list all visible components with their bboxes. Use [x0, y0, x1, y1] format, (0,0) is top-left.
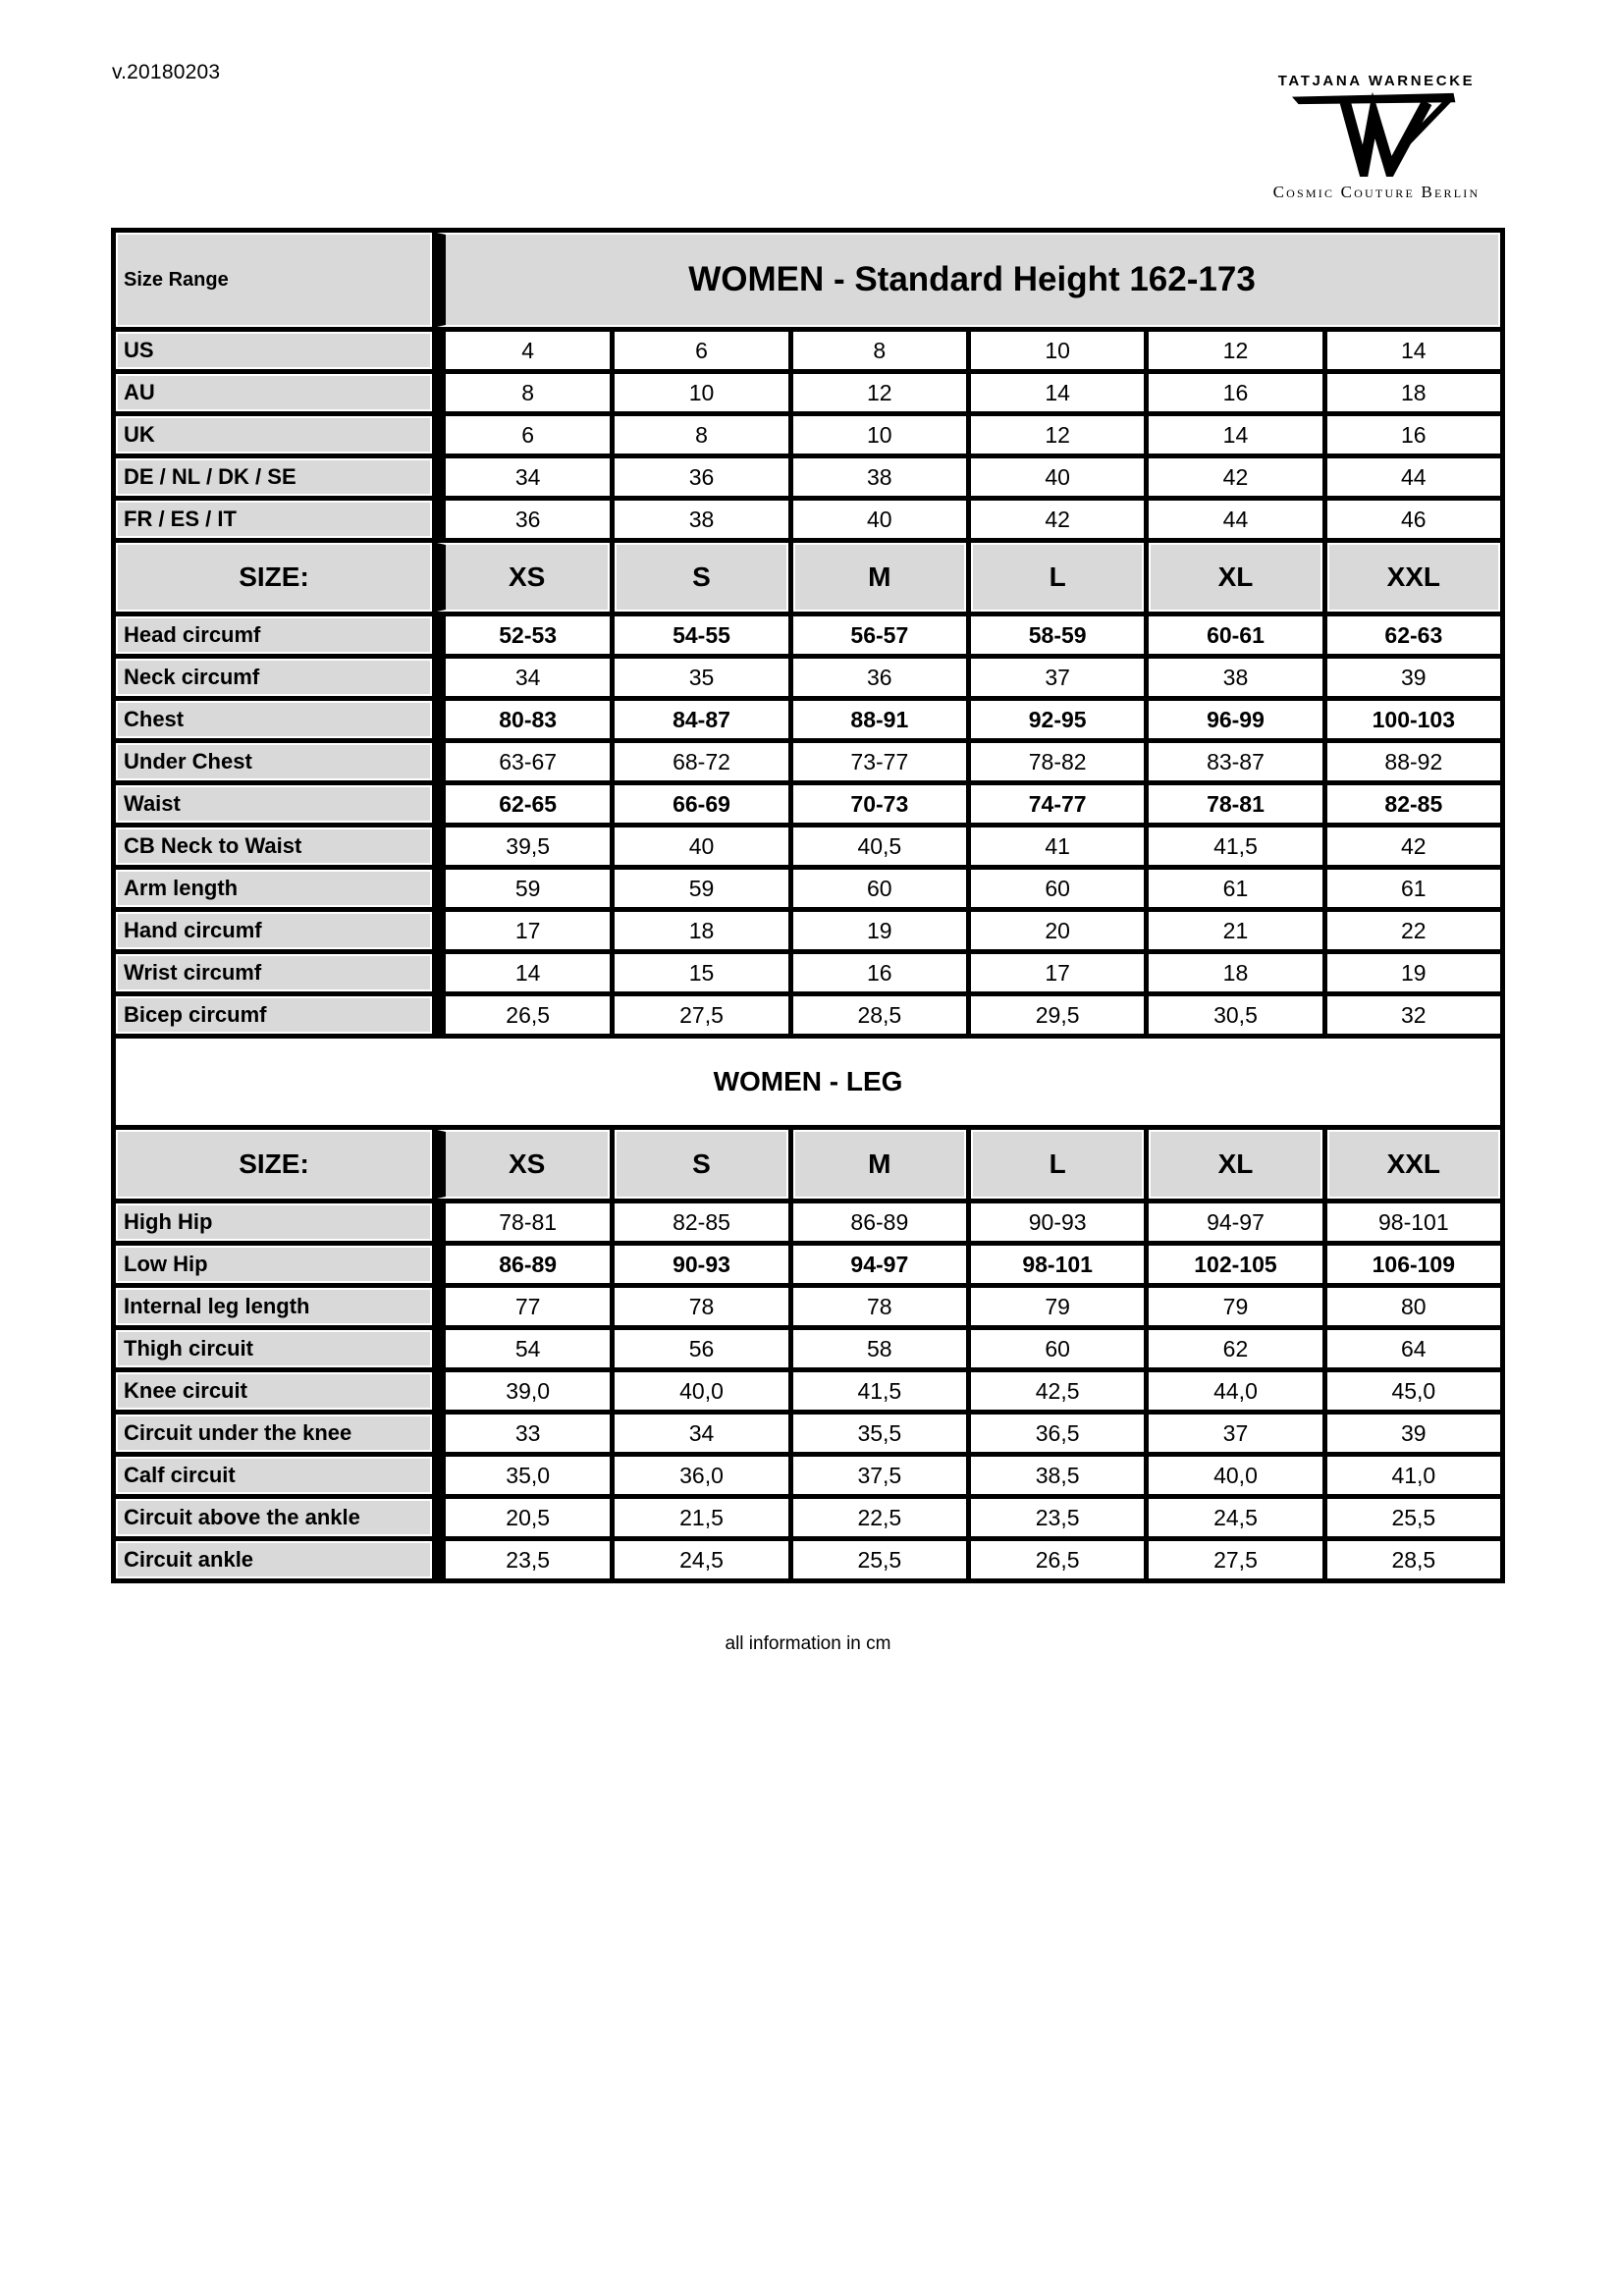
value-cell: 100-103 [1327, 701, 1500, 738]
measurement-row [116, 870, 1500, 907]
value-cell: 16 [1327, 416, 1500, 454]
leg-section-band [116, 1039, 1500, 1125]
value-cell: 18 [1327, 374, 1500, 411]
value-cell: 82-85 [1327, 785, 1500, 823]
value-cell: 22 [1327, 912, 1500, 949]
value-cell: 39 [1327, 1415, 1500, 1452]
value-cell: 98-101 [971, 1246, 1144, 1283]
measurement-row [116, 912, 1500, 949]
value-cell: 21,5 [615, 1499, 787, 1536]
value-cell: 78-81 [1149, 785, 1321, 823]
value-cell: 38 [615, 501, 787, 538]
measurement-row [116, 1541, 1500, 1578]
row-label: Low Hip [116, 1246, 432, 1283]
size-cell: XXL [1327, 543, 1500, 612]
value-cell: 44 [1149, 501, 1321, 538]
row-label: Circuit ankle [116, 1541, 432, 1578]
row-label: Internal leg length [116, 1288, 432, 1325]
value-cell: 39 [1327, 659, 1500, 696]
measurement-row [116, 1415, 1500, 1452]
row-label: UK [116, 416, 432, 454]
value-cell: 12 [971, 416, 1144, 454]
value-cell: 88-91 [793, 701, 966, 738]
value-cell: 35,0 [437, 1457, 610, 1494]
value-cell: 80-83 [437, 701, 610, 738]
value-cell: 46 [1327, 501, 1500, 538]
row-label: Arm length [116, 870, 432, 907]
measurement-row [116, 1372, 1500, 1410]
value-cell: 25,5 [793, 1541, 966, 1578]
leg-size-header-section [116, 1130, 1500, 1199]
value-cell: 19 [793, 912, 966, 949]
size-label: SIZE: [116, 1130, 432, 1199]
row-label: Waist [116, 785, 432, 823]
conversion-row [116, 501, 1500, 538]
size-cell: M [793, 1130, 966, 1199]
value-cell: 63-67 [437, 743, 610, 780]
value-cell: 36 [437, 501, 610, 538]
size-cell: L [971, 1130, 1144, 1199]
value-cell: 58 [793, 1330, 966, 1367]
leg-section-title: WOMEN - LEG [116, 1039, 1500, 1125]
value-cell: 83-87 [1149, 743, 1321, 780]
value-cell: 88-92 [1327, 743, 1500, 780]
value-cell: 60 [971, 1330, 1144, 1367]
value-cell: 38 [1149, 659, 1321, 696]
row-label: Wrist circumf [116, 954, 432, 991]
value-cell: 14 [1327, 332, 1500, 369]
row-label: FR / ES / IT [116, 501, 432, 538]
value-cell: 42 [1327, 828, 1500, 865]
row-label: Calf circuit [116, 1457, 432, 1494]
size-range-label: Size Range [116, 233, 432, 327]
value-cell: 70-73 [793, 785, 966, 823]
value-cell: 78-81 [437, 1203, 610, 1241]
value-cell: 10 [615, 374, 787, 411]
leg-measurement-section [116, 1203, 1500, 1578]
value-cell: 37,5 [793, 1457, 966, 1494]
size-cell: XL [1149, 543, 1321, 612]
measurement-row [116, 996, 1500, 1034]
value-cell: 40 [615, 828, 787, 865]
row-label: Chest [116, 701, 432, 738]
value-cell: 27,5 [615, 996, 787, 1034]
size-cell: XXL [1327, 1130, 1500, 1199]
value-cell: 62-65 [437, 785, 610, 823]
conversion-row [116, 458, 1500, 496]
value-cell: 18 [615, 912, 787, 949]
row-label: Circuit above the ankle [116, 1499, 432, 1536]
value-cell: 12 [1149, 332, 1321, 369]
value-cell: 26,5 [971, 1541, 1144, 1578]
value-cell: 64 [1327, 1330, 1500, 1367]
value-cell: 24,5 [615, 1541, 787, 1578]
value-cell: 54-55 [615, 616, 787, 654]
row-label: Thigh circuit [116, 1330, 432, 1367]
value-cell: 41,5 [1149, 828, 1321, 865]
value-cell: 62 [1149, 1330, 1321, 1367]
value-cell: 96-99 [1149, 701, 1321, 738]
row-label: Bicep circumf [116, 996, 432, 1034]
value-cell: 6 [615, 332, 787, 369]
value-cell: 17 [437, 912, 610, 949]
value-cell: 14 [971, 374, 1144, 411]
value-cell: 39,5 [437, 828, 610, 865]
value-cell: 60 [793, 870, 966, 907]
value-cell: 29,5 [971, 996, 1144, 1034]
value-cell: 40,5 [793, 828, 966, 865]
value-cell: 34 [437, 458, 610, 496]
value-cell: 27,5 [1149, 1541, 1321, 1578]
value-cell: 15 [615, 954, 787, 991]
value-cell: 22,5 [793, 1499, 966, 1536]
measurement-row [116, 1330, 1500, 1367]
value-cell: 60 [971, 870, 1144, 907]
value-cell: 18 [1149, 954, 1321, 991]
value-cell: 36,0 [615, 1457, 787, 1494]
value-cell: 38 [793, 458, 966, 496]
measurement-row [116, 616, 1500, 654]
value-cell: 42 [1149, 458, 1321, 496]
table-title: WOMEN - Standard Height 162-173 [437, 233, 1500, 327]
value-cell: 74-77 [971, 785, 1144, 823]
value-cell: 8 [793, 332, 966, 369]
value-cell: 66-69 [615, 785, 787, 823]
value-cell: 82-85 [615, 1203, 787, 1241]
footer-note: all information in cm [725, 1633, 891, 1654]
value-cell: 41 [971, 828, 1144, 865]
size-cell: S [615, 1130, 787, 1199]
size-header-row-leg [116, 1130, 1500, 1199]
size-cell: XL [1149, 1130, 1321, 1199]
value-cell: 78-82 [971, 743, 1144, 780]
brand-name: TATJANA WARNECKE [1277, 73, 1476, 89]
value-cell: 84-87 [615, 701, 787, 738]
value-cell: 19 [1327, 954, 1500, 991]
row-label: AU [116, 374, 432, 411]
value-cell: 80 [1327, 1288, 1500, 1325]
value-cell: 38,5 [971, 1457, 1144, 1494]
value-cell: 35 [615, 659, 787, 696]
value-cell: 79 [1149, 1288, 1321, 1325]
value-cell: 24,5 [1149, 1499, 1321, 1536]
value-cell: 98-101 [1327, 1203, 1500, 1241]
value-cell: 14 [437, 954, 610, 991]
value-cell: 45,0 [1327, 1372, 1500, 1410]
value-cell: 16 [793, 954, 966, 991]
chart-header-section [116, 233, 1500, 327]
version-text: v.20180203 [112, 61, 221, 83]
measurement-row [116, 828, 1500, 865]
size-cell: XS [437, 1130, 610, 1199]
value-cell: 106-109 [1327, 1246, 1500, 1283]
value-cell: 10 [793, 416, 966, 454]
value-cell: 33 [437, 1415, 610, 1452]
value-cell: 79 [971, 1288, 1144, 1325]
value-cell: 40,0 [615, 1372, 787, 1410]
value-cell: 42 [971, 501, 1144, 538]
row-label: CB Neck to Waist [116, 828, 432, 865]
value-cell: 73-77 [793, 743, 966, 780]
value-cell: 21 [1149, 912, 1321, 949]
row-label: Under Chest [116, 743, 432, 780]
value-cell: 35,5 [793, 1415, 966, 1452]
body-measurement-section [116, 616, 1500, 1034]
value-cell: 39,0 [437, 1372, 610, 1410]
value-cell: 34 [615, 1415, 787, 1452]
value-cell: 40 [971, 458, 1144, 496]
size-chart-table [111, 228, 1505, 1583]
measurement-row [116, 1499, 1500, 1536]
measurement-row [116, 1457, 1500, 1494]
row-label: High Hip [116, 1203, 432, 1241]
value-cell: 8 [437, 374, 610, 411]
value-cell: 10 [971, 332, 1144, 369]
conversion-rows-section [116, 332, 1500, 538]
value-cell: 17 [971, 954, 1144, 991]
value-cell: 92-95 [971, 701, 1144, 738]
value-cell: 36 [793, 659, 966, 696]
value-cell: 25,5 [1327, 1499, 1500, 1536]
row-label: Head circumf [116, 616, 432, 654]
conversion-row [116, 332, 1500, 369]
row-label: Hand circumf [116, 912, 432, 949]
measurement-row [116, 1246, 1500, 1283]
value-cell: 28,5 [1327, 1541, 1500, 1578]
value-cell: 61 [1149, 870, 1321, 907]
value-cell: 94-97 [1149, 1203, 1321, 1241]
value-cell: 54 [437, 1330, 610, 1367]
measurement-row [116, 659, 1500, 696]
value-cell: 14 [1149, 416, 1321, 454]
value-cell: 90-93 [615, 1246, 787, 1283]
value-cell: 40 [793, 501, 966, 538]
value-cell: 44 [1327, 458, 1500, 496]
value-cell: 44,0 [1149, 1372, 1321, 1410]
value-cell: 16 [1149, 374, 1321, 411]
row-label: DE / NL / DK / SE [116, 458, 432, 496]
size-label: SIZE: [116, 543, 432, 612]
measurement-row [116, 1203, 1500, 1241]
row-label: Knee circuit [116, 1372, 432, 1410]
size-header-section [116, 543, 1500, 612]
brand-logo [1272, 73, 1481, 202]
row-label: Circuit under the knee [116, 1415, 432, 1452]
value-cell: 40,0 [1149, 1457, 1321, 1494]
value-cell: 41,0 [1327, 1457, 1500, 1494]
value-cell: 30,5 [1149, 996, 1321, 1034]
value-cell: 28,5 [793, 996, 966, 1034]
value-cell: 41,5 [793, 1372, 966, 1410]
value-cell: 59 [437, 870, 610, 907]
value-cell: 37 [971, 659, 1144, 696]
value-cell: 36 [615, 458, 787, 496]
size-cell: M [793, 543, 966, 612]
size-cell: L [971, 543, 1144, 612]
value-cell: 58-59 [971, 616, 1144, 654]
value-cell: 42,5 [971, 1372, 1144, 1410]
value-cell: 78 [615, 1288, 787, 1325]
value-cell: 8 [615, 416, 787, 454]
value-cell: 56-57 [793, 616, 966, 654]
size-cell: S [615, 543, 787, 612]
value-cell: 26,5 [437, 996, 610, 1034]
size-header-row [116, 543, 1500, 612]
value-cell: 23,5 [437, 1541, 610, 1578]
value-cell: 61 [1327, 870, 1500, 907]
value-cell: 90-93 [971, 1203, 1144, 1241]
value-cell: 23,5 [971, 1499, 1144, 1536]
brand-monogram-icon [1272, 92, 1481, 177]
value-cell: 20 [971, 912, 1144, 949]
value-cell: 77 [437, 1288, 610, 1325]
value-cell: 56 [615, 1330, 787, 1367]
row-label: US [116, 332, 432, 369]
chart-header-row [116, 233, 1500, 327]
value-cell: 102-105 [1149, 1246, 1321, 1283]
value-cell: 94-97 [793, 1246, 966, 1283]
value-cell: 52-53 [437, 616, 610, 654]
size-cell: XS [437, 543, 610, 612]
measurement-row [116, 1288, 1500, 1325]
value-cell: 78 [793, 1288, 966, 1325]
measurement-row [116, 954, 1500, 991]
measurement-row [116, 701, 1500, 738]
value-cell: 36,5 [971, 1415, 1144, 1452]
value-cell: 20,5 [437, 1499, 610, 1536]
brand-tagline: Cosmic Couture Berlin [1272, 183, 1481, 201]
leg-section-band-container [116, 1039, 1500, 1125]
value-cell: 12 [793, 374, 966, 411]
measurement-row [116, 743, 1500, 780]
value-cell: 68-72 [615, 743, 787, 780]
value-cell: 37 [1149, 1415, 1321, 1452]
value-cell: 86-89 [793, 1203, 966, 1241]
conversion-row [116, 374, 1500, 411]
value-cell: 6 [437, 416, 610, 454]
value-cell: 32 [1327, 996, 1500, 1034]
value-cell: 34 [437, 659, 610, 696]
value-cell: 60-61 [1149, 616, 1321, 654]
value-cell: 86-89 [437, 1246, 610, 1283]
value-cell: 59 [615, 870, 787, 907]
value-cell: 4 [437, 332, 610, 369]
value-cell: 62-63 [1327, 616, 1500, 654]
row-label: Neck circumf [116, 659, 432, 696]
measurement-row [116, 785, 1500, 823]
conversion-row [116, 416, 1500, 454]
